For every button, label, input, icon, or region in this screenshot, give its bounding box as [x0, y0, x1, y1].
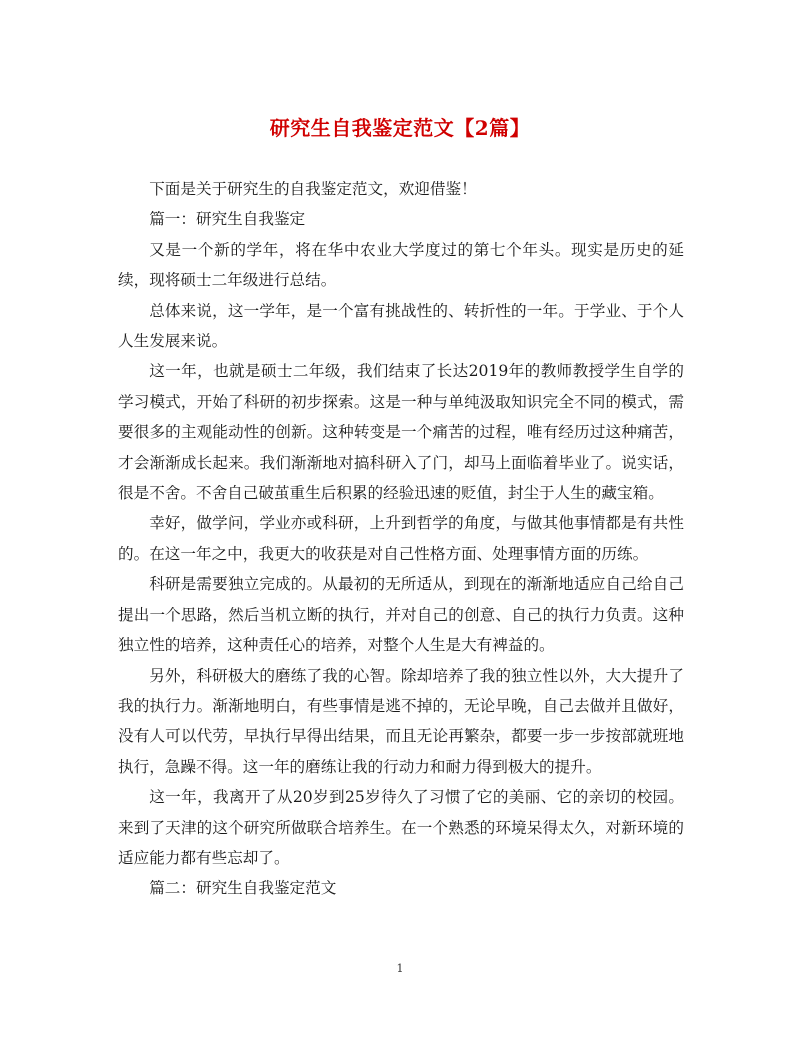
paragraph: 又是一个新的学年，将在华中农业大学度过的第七个年头。现实是历史的延续，现将硕士二年级进行总结。 [118, 240, 684, 290]
document-title: 研究生自我鉴定范文【2篇】 [269, 116, 531, 140]
paragraph: 总体来说，这一学年，是一个富有挑战性的、转折性的一年。于学业、于个人人生发展来说。 [118, 301, 684, 351]
paragraph: 另外，科研极大的磨练了我的心智。除却培养了我的独立性以外，大大提升了我的执行力。渐渐地明白，有些事情是逃不掉的，无论早晚，自己去做并且做好，没有人可以代劳，早执行早得出结果，而且无论再繁杂，都要一步一步按部就班地执行，急躁不得。这一年的磨练让我的行动力和耐力得到极大的提升。 [118, 666, 684, 776]
section-heading-1: 篇一：研究生自我鉴定 [149, 210, 306, 229]
page-number: 1 [396, 962, 404, 975]
paragraph: 幸好，做学问，学业亦或科研，上升到哲学的角度，与做其他事情都是有共性的。在这一年之中，我更大的收获是对自己性格方面、处理事情方面的历练。 [118, 514, 684, 563]
document-body [118, 174, 684, 904]
paragraph: 这一年，也就是硕士二年级，我们结束了长达2019年的教师教授学生自学的学习模式，开始了科研的初步探索。这是一种与单纯汲取知识完全不同的模式，需 要很多的主观能动性的创新。这种转变是一个痛苦的过程，唯有经历过这种痛苦，才会渐渐成长起来。我们渐渐地对搞科研入了门，却马上面临着毕业了。说实话， 很是不舍。不舍自己破茧重生后积累的经验迅速的贬值，封尘于人生的藏宝箱。 [118, 362, 684, 503]
section-heading-2: 篇二：研究生自我鉴定范文 [149, 879, 337, 898]
paragraph-intro: 下面是关于研究生的自我鉴定范文，欢迎借鉴！ [149, 180, 477, 198]
paragraph: 这一年，我离开了从20岁到25岁待久了习惯了它的美丽、它的亲切的校园。来到了天津的这个研究所做联合培养生。在一个熟悉的环境呆得太久，对新环境的适应能力都有些忘却了。 [118, 788, 684, 867]
paragraph: 科研是需要独立完成的。从最初的无所适从，到现在的渐渐地适应自己给自己提出一个思路，然后当机立断的执行，并对自己的创意、自己的执行力负责。这种独立性的培养，这种责任心的培养，对整个人生是大有裨益的。 [118, 575, 684, 655]
